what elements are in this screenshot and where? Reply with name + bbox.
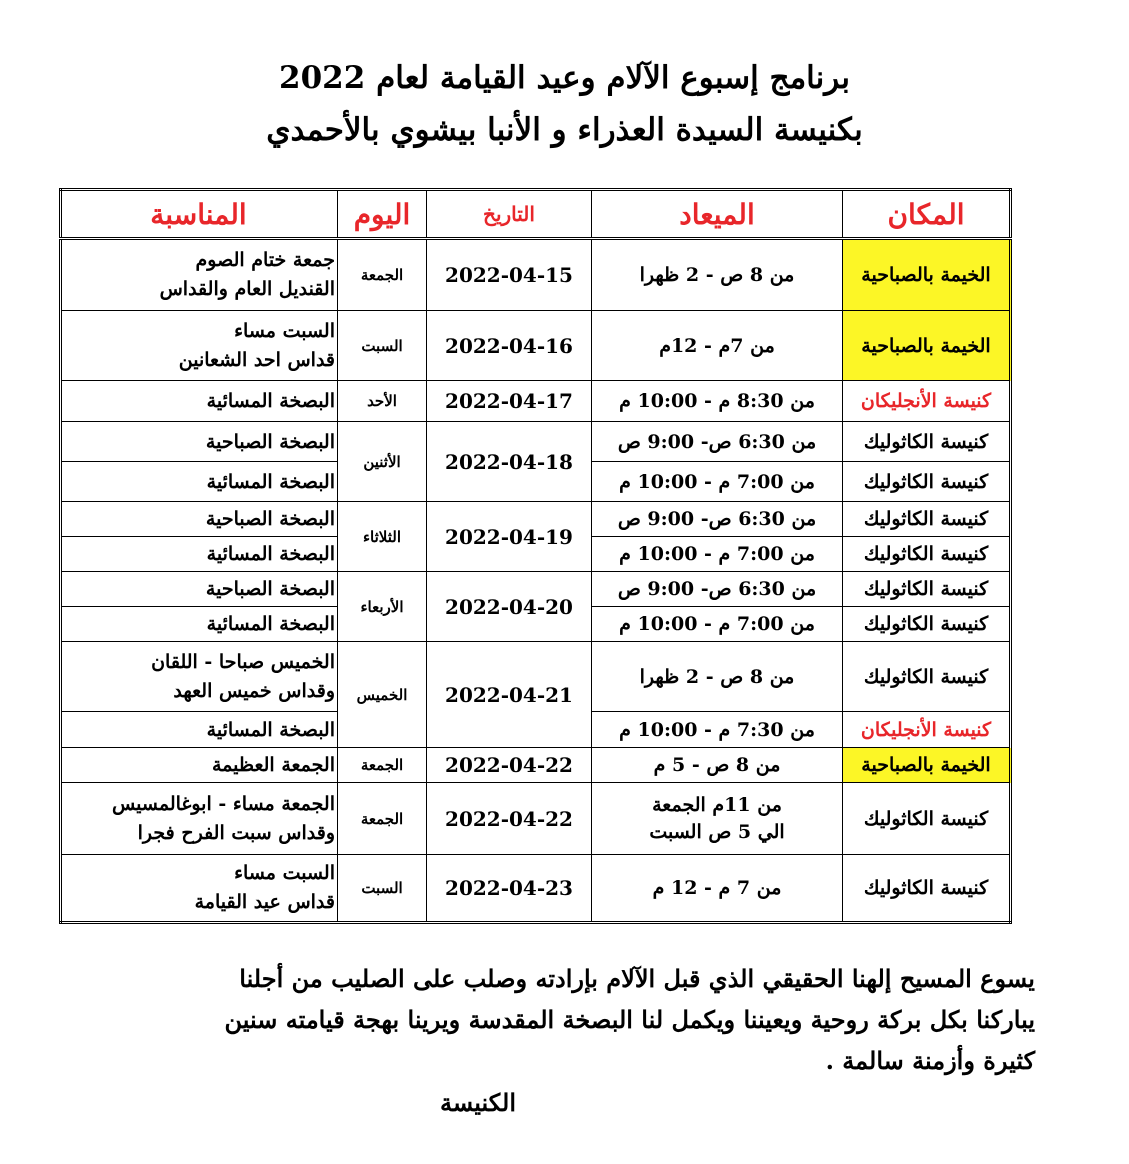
occasion-cell: البصخة الصباحية xyxy=(61,502,338,537)
day-cell: الثلاثاء xyxy=(338,502,427,572)
place-cell: الخيمة بالصباحية xyxy=(843,748,1011,783)
place-cell: كنيسة الكاثوليك xyxy=(843,607,1011,642)
day-cell: الجمعة xyxy=(338,748,427,783)
table-row xyxy=(61,239,1011,311)
date-cell: 2022-04-15 xyxy=(427,239,592,311)
time-cell: من 6:30 ص- 9:00 ص xyxy=(592,572,843,607)
blessing-paragraph xyxy=(90,958,1035,1081)
occasion-cell: البصخة المسائية xyxy=(61,712,338,748)
occasion-cell: البصخة المسائية xyxy=(61,462,338,502)
date-cell: 2022-04-20 xyxy=(427,572,592,642)
occasion-line: الخميس صباحا - اللقان xyxy=(151,650,335,673)
occasion-line: وقداس خميس العهد xyxy=(173,679,335,702)
blessing-line-1: يسوع المسيح إلهنا الحقيقي الذي قبل الآلام بإرادته وصلب على الصليب من أجلنا xyxy=(239,964,1035,993)
time-cell: من 7:30 م - 10:00 م xyxy=(592,712,843,748)
time-cell: من 8 ص - 2 ظهرا xyxy=(592,239,843,311)
place-cell: كنيسة الكاثوليك xyxy=(843,855,1011,923)
place-cell: الخيمة بالصباحية xyxy=(843,311,1011,381)
header-day: اليوم xyxy=(338,190,427,239)
occasion-cell: البصخة المسائية xyxy=(61,537,338,572)
place-cell: كنيسة الأنجليكان xyxy=(843,381,1011,422)
place-cell: كنيسة الكاثوليك xyxy=(843,572,1011,607)
day-cell: الأحد xyxy=(338,381,427,422)
occasion-line: جمعة ختام الصوم xyxy=(195,249,335,271)
day-cell: السبت xyxy=(338,311,427,381)
schedule-table xyxy=(59,188,1012,924)
table-row xyxy=(61,783,1011,855)
date-cell: 2022-04-16 xyxy=(427,311,592,381)
place-cell: كنيسة الكاثوليك xyxy=(843,783,1011,855)
date-cell: 2022-04-19 xyxy=(427,502,592,572)
table-row xyxy=(61,502,1011,537)
occasion-cell xyxy=(61,855,338,923)
place-cell: كنيسة الكاثوليك xyxy=(843,462,1011,502)
table-row xyxy=(61,642,1011,712)
occasion-cell xyxy=(61,311,338,381)
place-cell: كنيسة الأنجليكان xyxy=(843,712,1011,748)
occasion-cell: الجمعة العظيمة xyxy=(61,748,338,783)
table-row xyxy=(61,572,1011,607)
occasion-cell: البصخة المسائية xyxy=(61,607,338,642)
table-row xyxy=(61,422,1011,462)
occasion-cell xyxy=(61,642,338,712)
header-time: الميعاد xyxy=(592,190,843,239)
place-cell: كنيسة الكاثوليك xyxy=(843,422,1011,462)
time-cell: من 7:00 م - 10:00 م xyxy=(592,537,843,572)
time-line: من 11م الجمعة xyxy=(652,793,782,816)
time-line: الي 5 ص السبت xyxy=(649,820,785,843)
occasion-cell: البصخة الصباحية xyxy=(61,572,338,607)
day-cell: الجمعة xyxy=(338,783,427,855)
date-cell: 2022-04-23 xyxy=(427,855,592,923)
header-date: التاريخ xyxy=(427,190,592,239)
occasion-line: السبت مساء xyxy=(234,319,335,342)
time-cell: من 6:30 ص- 9:00 ص xyxy=(592,422,843,462)
header-occasion: المناسبة xyxy=(61,190,338,239)
date-cell: 2022-04-17 xyxy=(427,381,592,422)
signature: الكنيسة xyxy=(440,1088,516,1117)
place-cell: كنيسة الكاثوليك xyxy=(843,537,1011,572)
time-cell: من 7م - 12م xyxy=(592,311,843,381)
header-row xyxy=(61,190,1011,239)
occasion-line: الجمعة مساء - ابوغالمسيس xyxy=(111,792,335,815)
occasion-line: السبت مساء xyxy=(234,862,335,884)
time-cell: من 8:30 م - 10:00 م xyxy=(592,381,843,422)
time-cell: من 7:00 م - 10:00 م xyxy=(592,462,843,502)
occasion-cell: البصخة المسائية xyxy=(61,381,338,422)
time-cell: من 8 ص - 5 م xyxy=(592,748,843,783)
day-cell: الأربعاء xyxy=(338,572,427,642)
place-cell: الخيمة بالصباحية xyxy=(843,239,1011,311)
time-cell xyxy=(592,783,843,855)
title-line-1: برنامج إسبوع الآلام وعيد القيامة لعام 2022 xyxy=(279,60,850,96)
date-cell: 2022-04-21 xyxy=(427,642,592,748)
title-line-2: بكنيسة السيدة العذراء و الأنبا بيشوي بالأحمدي xyxy=(266,112,863,148)
table-row xyxy=(61,855,1011,923)
blessing-line-2: يباركنا بكل بركة روحية ويعيننا ويكمل لنا البصخة المقدسة ويرينا بهجة قيامته سنين xyxy=(224,1005,1035,1034)
header-place: المكان xyxy=(843,190,1011,239)
table-row xyxy=(61,381,1011,422)
occasion-line: القنديل العام والقداس xyxy=(159,278,335,300)
day-cell: الجمعة xyxy=(338,239,427,311)
place-cell: كنيسة الكاثوليك xyxy=(843,502,1011,537)
time-cell: من 7 م - 12 م xyxy=(592,855,843,923)
time-cell: من 8 ص - 2 ظهرا xyxy=(592,642,843,712)
blessing-line-3: كثيرة وأزمنة سالمة . xyxy=(825,1046,1035,1075)
occasion-cell: البصخة الصباحية xyxy=(61,422,338,462)
occasion-line: وقداس سبت الفرح فجرا xyxy=(137,821,335,844)
occasion-cell xyxy=(61,783,338,855)
date-cell: 2022-04-22 xyxy=(427,748,592,783)
date-cell: 2022-04-18 xyxy=(427,422,592,502)
table-row xyxy=(61,311,1011,381)
date-cell: 2022-04-22 xyxy=(427,783,592,855)
occasion-cell xyxy=(61,239,338,311)
day-cell: الأثنين xyxy=(338,422,427,502)
occasion-line: قداس عيد القيامة xyxy=(194,891,335,913)
place-cell: كنيسة الكاثوليك xyxy=(843,642,1011,712)
time-cell: من 7:00 م - 10:00 م xyxy=(592,607,843,642)
day-cell: الخميس xyxy=(338,642,427,748)
table-row xyxy=(61,748,1011,783)
day-cell: السبت xyxy=(338,855,427,923)
time-cell: من 6:30 ص- 9:00 ص xyxy=(592,502,843,537)
occasion-line: قداس احد الشعانين xyxy=(178,348,335,371)
